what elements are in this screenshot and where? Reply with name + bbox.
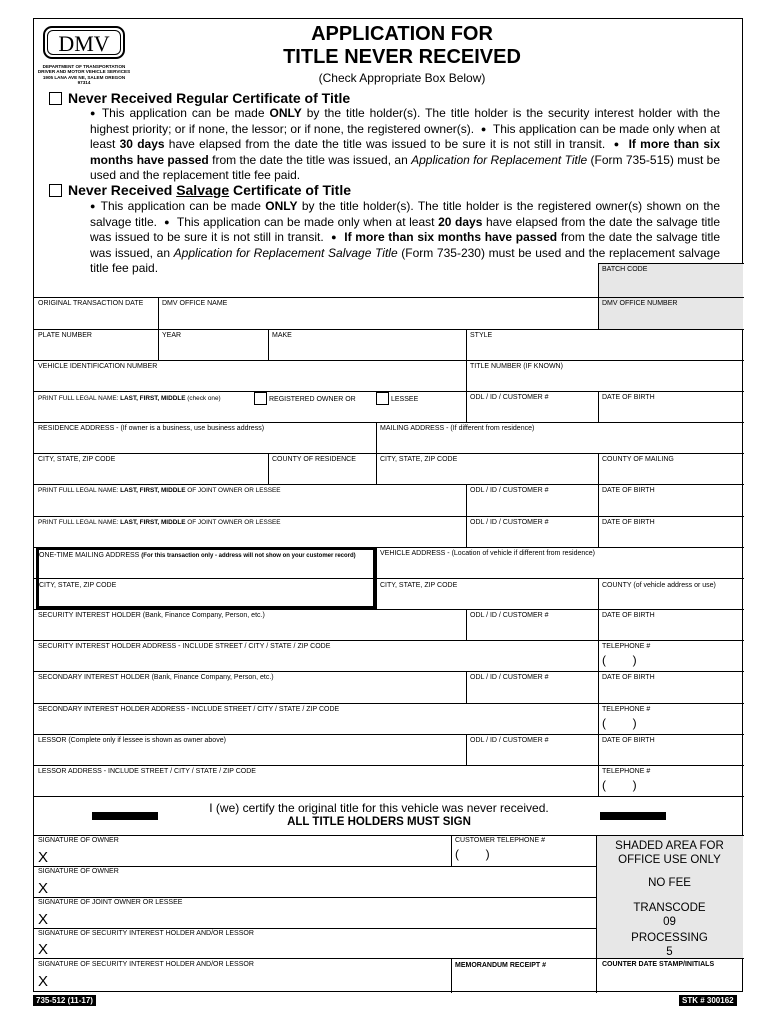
- bullet-icon: ●: [480, 123, 487, 134]
- agency-name: [36, 64, 132, 86]
- title-line-1: APPLICATION FOR: [311, 23, 493, 45]
- joint-name-label-a: PRINT FULL LEGAL NAME:: [38, 487, 121, 494]
- sig-owner-label: SIGNATURE OF OWNER: [38, 837, 119, 844]
- secondary-label: SECONDARY INTEREST HOLDER (Bank, Finance Company, Person, etc.): [38, 674, 274, 681]
- owner-name-label: [38, 395, 221, 403]
- regular-title-instructions: [90, 106, 720, 184]
- make-label: MAKE: [272, 332, 292, 339]
- county-vehicle-label: COUNTY (of vehicle address or use): [602, 582, 716, 589]
- mailing-city-label: CITY, STATE, ZIP CODE: [380, 456, 458, 463]
- batch-code-label: BATCH CODE: [602, 266, 648, 273]
- certify-bar-left: [92, 812, 158, 820]
- sih-telephone-label: TELEPHONE #: [602, 643, 651, 650]
- agency-line-3: 1905 LANA AVE NE, SALEM OREGON 97314: [42, 74, 126, 86]
- reg-text-4: have elapsed from the date the title was issued to be sure it is not still in transit.: [164, 137, 606, 152]
- salvage-title-heading: [68, 182, 351, 198]
- office-use-line-2: OFFICE USE ONLY: [618, 854, 721, 866]
- mailing-address-label: MAILING ADDRESS - (If different from residence): [380, 425, 535, 432]
- odl-label: ODL / ID / CUSTOMER #: [470, 394, 549, 401]
- transcode-value: 09: [663, 916, 676, 928]
- title-number-label: TITLE NUMBER (IF KNOWN): [470, 363, 563, 370]
- reg-text-2: by the title holder(s). The title holder is the security interest holder with the highest priority; or if none, the lessor; or if none, the registered owner(s).: [90, 106, 720, 136]
- orig-trans-date-label: ORIGINAL TRANSACTION DATE: [38, 300, 144, 307]
- county-residence-label: COUNTY OF RESIDENCE: [272, 456, 356, 463]
- residence-address-label: RESIDENCE ADDRESS - (If owner is a business, use business address): [38, 425, 265, 432]
- certify-statement: I (we) certify the original title for this vehicle was never received.: [209, 801, 549, 815]
- vin-label: VEHICLE IDENTIFICATION NUMBER: [38, 363, 158, 370]
- sig-sih-2-x[interactable]: X: [38, 973, 49, 990]
- form-number: 735-512 (11-17): [33, 995, 96, 1006]
- sig-joint-x[interactable]: X: [38, 911, 49, 928]
- reg-text-1: This application can be made: [101, 106, 270, 120]
- lessor-dob-label: DATE OF BIRTH: [602, 737, 655, 744]
- lessor-label: LESSOR (Complete only if lessee is shown as owner above): [38, 737, 226, 744]
- joint-odl-label: ODL / ID / CUSTOMER #: [470, 487, 549, 494]
- lessee-label: LESSEE: [391, 396, 419, 403]
- salv-text-7: (Form 735-230) must be used and the replacement salvage title fee paid.: [90, 245, 720, 276]
- one-time-city-label: CITY, STATE, ZIP CODE: [39, 582, 117, 589]
- joint-owner-2-name-label: [38, 519, 281, 527]
- secondary-address-label: SECONDARY INTEREST HOLDER ADDRESS - INCLUDE STREET / CITY / STATE / ZIP CODE: [38, 706, 340, 713]
- sig-sih-x[interactable]: X: [38, 941, 49, 958]
- reg-text-6: from the date the title was issued, an: [208, 152, 412, 167]
- year-label: YEAR: [162, 332, 182, 339]
- vehicle-city-label: CITY, STATE, ZIP CODE: [380, 582, 458, 589]
- joint-name-label-c: OF JOINT OWNER OR LESSEE: [185, 487, 281, 494]
- processing-block: [596, 931, 743, 959]
- agency-line-1: DEPARTMENT OF TRANSPORTATION: [42, 64, 126, 69]
- transcode-block: [596, 901, 743, 929]
- joint2-dob-label: DATE OF BIRTH: [602, 519, 655, 526]
- customer-phone-parens: ( ): [455, 847, 490, 861]
- regular-title-checkbox[interactable]: [49, 92, 62, 105]
- salv-text-6: from the date the salvage title was issued, an: [90, 230, 721, 260]
- sih-dob-label: DATE OF BIRTH: [602, 612, 655, 619]
- sig-joint-label: SIGNATURE OF JOINT OWNER OR LESSEE: [38, 899, 183, 906]
- regular-title-heading: Never Received Regular Certificate of Title: [68, 90, 351, 106]
- salvage-heading-b: Certificate of Title: [229, 182, 352, 198]
- title-line-2: TITLE NEVER RECEIVED: [283, 46, 521, 68]
- lessor-phone-parens: ( ): [602, 778, 637, 792]
- dmv-logo: [43, 26, 125, 59]
- reg-text-3b: 30 days: [119, 137, 165, 152]
- subtitle: (Check Appropriate Box Below): [318, 71, 486, 85]
- processing-value: 5: [666, 946, 673, 958]
- lessor-telephone-label: TELEPHONE #: [602, 768, 651, 775]
- salvage-heading-u: Salvage: [176, 182, 230, 198]
- salvage-heading-a: Never Received: [68, 182, 177, 198]
- sig-owner-2-label: SIGNATURE OF OWNER: [38, 868, 119, 875]
- reg-text-1b: ONLY: [269, 106, 302, 120]
- joint2-name-label-a: PRINT FULL LEGAL NAME:: [38, 519, 121, 526]
- sig-sih-2-label: SIGNATURE OF SECURITY INTEREST HOLDER AND/OR LESSOR: [38, 961, 254, 968]
- owner-name-label-a: PRINT FULL LEGAL NAME:: [38, 395, 121, 402]
- joint-dob-label: DATE OF BIRTH: [602, 487, 655, 494]
- customer-telephone-label: CUSTOMER TELEPHONE #: [455, 837, 545, 844]
- dmv-office-name-label: DMV OFFICE NAME: [162, 300, 228, 307]
- no-fee-label: NO FEE: [648, 877, 691, 889]
- lessor-address-label: LESSOR ADDRESS - INCLUDE STREET / CITY / STATE / ZIP CODE: [38, 768, 256, 775]
- sih-phone-parens: ( ): [602, 653, 637, 667]
- secondary-odl-label: ODL / ID / CUSTOMER #: [470, 674, 549, 681]
- one-time-label-a: ONE-TIME MAILING ADDRESS: [39, 552, 142, 559]
- sih-address-label: SECURITY INTEREST HOLDER ADDRESS - INCLUDE STREET / CITY / STATE / ZIP CODE: [38, 643, 331, 650]
- form-page: [33, 18, 743, 992]
- stock-number: STK # 300162: [679, 995, 737, 1006]
- dob-label: DATE OF BIRTH: [602, 394, 655, 401]
- sig-owner-x[interactable]: X: [38, 849, 49, 866]
- logo-text: DMV: [47, 30, 121, 55]
- lessor-odl-label: ODL / ID / CUSTOMER #: [470, 737, 549, 744]
- salv-text-5b: If more than six months have passed: [344, 230, 558, 245]
- certify-bar-right: [600, 812, 666, 820]
- joint2-name-label-c: OF JOINT OWNER OR LESSEE: [185, 519, 281, 526]
- agency-line-2: DRIVER AND MOTOR VEHICLE SERVICES: [37, 69, 131, 75]
- one-time-label-b: (For this transaction only - address will not show on your customer record): [141, 553, 356, 559]
- bullet-icon: ●: [164, 216, 170, 227]
- registered-owner-label: REGISTERED OWNER OR: [269, 396, 356, 403]
- salv-text-3b: 20 days: [438, 214, 483, 229]
- salv-text-3: This application can be made only when at least: [176, 214, 439, 229]
- style-label: STYLE: [470, 332, 493, 339]
- bullet-icon: ●: [90, 108, 98, 118]
- salvage-title-checkbox[interactable]: [49, 184, 62, 197]
- salv-text-1b: ONLY: [265, 199, 298, 213]
- reg-text-5b: If more than six months have passed: [90, 137, 721, 167]
- sih-label: SECURITY INTEREST HOLDER (Bank, Finance Company, Person, etc.): [38, 612, 265, 619]
- lessee-checkbox[interactable]: [376, 392, 389, 405]
- reg-text-7: (Form 735-515) must be used and the replacement title fee paid.: [90, 152, 720, 183]
- salv-text-1: This application can be made: [100, 199, 266, 213]
- owner-name-label-b: LAST, FIRST, MIDDLE: [120, 395, 186, 402]
- reg-text-6i: Application for Replacement Title: [411, 152, 588, 167]
- salv-text-6i: Application for Replacement Salvage Title: [173, 245, 398, 260]
- memo-receipt-label: MEMORANDUM RECEIPT #: [455, 962, 547, 969]
- joint2-odl-label: ODL / ID / CUSTOMER #: [470, 519, 549, 526]
- owner-name-label-c: (check one): [185, 395, 221, 402]
- joint-owner-name-label: [38, 487, 281, 495]
- page-title: [234, 23, 570, 69]
- salv-text-4: have elapsed from the date the salvage title was issued to be sure it is not still in transit.: [90, 214, 720, 245]
- bullet-icon: ●: [613, 139, 621, 150]
- joint-name-label-b: LAST, FIRST, MIDDLE: [120, 487, 186, 494]
- secondary-dob-label: DATE OF BIRTH: [602, 674, 655, 681]
- reg-text-3: This application can be made only when at least: [90, 121, 720, 152]
- joint2-name-label-b: LAST, FIRST, MIDDLE: [120, 519, 186, 526]
- transcode-label: TRANSCODE: [633, 902, 706, 914]
- bullet-icon: ●: [90, 201, 97, 211]
- office-use-line-1: SHADED AREA FOR: [615, 840, 724, 852]
- salv-text-2: by the title holder(s). The title holder is the registered owner(s) shown on the salvage title.: [90, 199, 721, 229]
- sig-sih-label: SIGNATURE OF SECURITY INTEREST HOLDER AND/OR LESSOR: [38, 930, 254, 937]
- sig-owner-2-x[interactable]: X: [38, 880, 49, 897]
- dmv-office-number-label: DMV OFFICE NUMBER: [602, 300, 678, 307]
- county-mailing-label: COUNTY OF MAILING: [602, 456, 674, 463]
- counter-date-label: COUNTER DATE STAMP/INITIALS: [602, 961, 715, 968]
- office-use-title: [596, 839, 743, 867]
- sih-odl-label: ODL / ID / CUSTOMER #: [470, 612, 549, 619]
- secondary-telephone-label: TELEPHONE #: [602, 706, 651, 713]
- certify-all-sign: ALL TITLE HOLDERS MUST SIGN: [287, 816, 471, 828]
- city-state-zip-label: CITY, STATE, ZIP CODE: [38, 456, 116, 463]
- secondary-phone-parens: ( ): [602, 716, 637, 730]
- plate-number-label: PLATE NUMBER: [38, 332, 92, 339]
- vehicle-address-label: VEHICLE ADDRESS - (Location of vehicle if different from residence): [380, 550, 596, 557]
- processing-label: PROCESSING: [631, 932, 708, 944]
- bullet-icon: ●: [331, 232, 337, 243]
- registered-owner-checkbox[interactable]: [254, 392, 267, 405]
- one-time-mailing-label: [39, 552, 356, 560]
